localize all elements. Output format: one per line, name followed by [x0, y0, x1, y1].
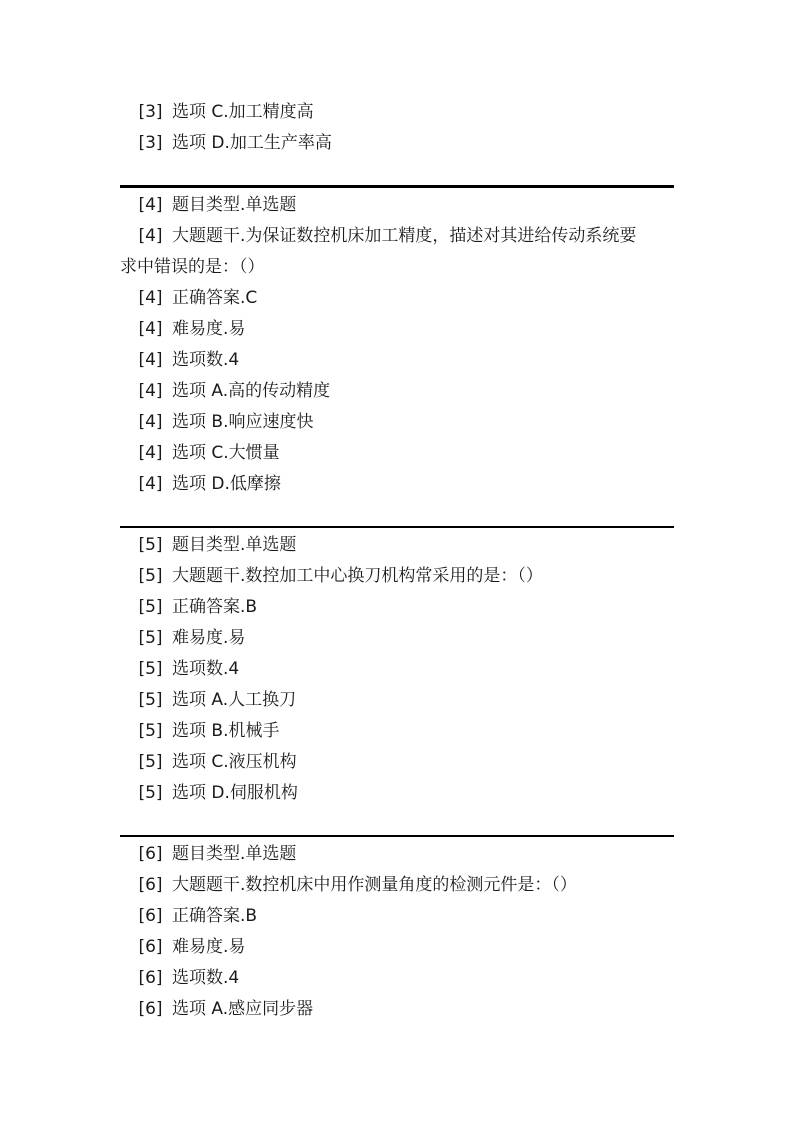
q4-option-c [120, 438, 680, 469]
type-text: 题目类型.单选题 [172, 195, 297, 215]
q4-option-count [120, 345, 680, 376]
option-text: 选项 A.高的传动精度 [172, 381, 331, 401]
question-tag: [4] [138, 288, 163, 308]
q5-option-b [120, 716, 680, 747]
stem-text: 大题题干.为保证数控机床加工精度，描述对其进给传动系统要 [172, 226, 637, 246]
option-text: 选项 B.响应速度快 [172, 412, 314, 432]
question-tag: [5] [138, 597, 163, 617]
answer-text: 正确答案.C [172, 288, 258, 308]
option-text: 选项 B.机械手 [172, 721, 280, 741]
question-tag: [4] [138, 195, 163, 215]
option-text: 选项 A.人工换刀 [172, 690, 297, 710]
count-text: 选项数.4 [172, 968, 240, 988]
stem-text: 大题题干.数控机床中用作测量角度的检测元件是：（） [172, 875, 577, 895]
q5-option-a [120, 685, 680, 716]
q4-option-d [120, 469, 680, 500]
q6-type [120, 839, 680, 870]
type-text: 题目类型.单选题 [172, 844, 297, 864]
q3-option-d [120, 128, 680, 159]
question-tag: [4] [138, 412, 163, 432]
q6-option-count [120, 963, 680, 994]
q5-type [120, 530, 680, 561]
question-tag: [6] [138, 999, 163, 1019]
q6-stem [120, 870, 680, 901]
q6-option-a [120, 994, 680, 1025]
difficulty-text: 难易度.易 [172, 319, 246, 339]
q3-option-c [120, 97, 680, 128]
q5-option-count [120, 654, 680, 685]
question-tag: [5] [138, 566, 163, 586]
question-tag: [5] [138, 783, 163, 803]
q5-option-c [120, 747, 680, 778]
question-tag: [3] [138, 102, 163, 122]
question-tag: [4] [138, 443, 163, 463]
question-tag: [5] [138, 690, 163, 710]
option-text: 选项 C.液压机构 [172, 752, 297, 772]
option-text: 选项 C.加工精度高 [172, 102, 314, 122]
type-text: 题目类型.单选题 [172, 535, 297, 555]
option-text: 选项 D.低摩擦 [172, 474, 281, 494]
q5-option-d [120, 778, 680, 809]
question-tag: [6] [138, 844, 163, 864]
q5-stem [120, 561, 680, 592]
q4-answer [120, 283, 680, 314]
q4-type [120, 190, 680, 221]
option-text: 选项 C.大惯量 [172, 443, 280, 463]
q5-difficulty [120, 623, 680, 654]
section-divider [120, 835, 674, 837]
difficulty-text: 难易度.易 [172, 937, 246, 957]
question-tag: [6] [138, 906, 163, 926]
question-tag: [5] [138, 628, 163, 648]
q5-answer [120, 592, 680, 623]
question-tag: [6] [138, 875, 163, 895]
question-tag: [6] [138, 937, 163, 957]
q6-answer [120, 901, 680, 932]
q4-difficulty [120, 314, 680, 345]
question-tag: [4] [138, 350, 163, 370]
question-tag: [4] [138, 226, 163, 246]
q4-option-b [120, 407, 680, 438]
q4-stem-continuation: 求中错误的是：（） [120, 257, 265, 277]
question-tag: [6] [138, 968, 163, 988]
question-tag: [5] [138, 535, 163, 555]
difficulty-text: 难易度.易 [172, 628, 246, 648]
option-text: 选项 D.伺服机构 [172, 783, 298, 803]
question-tag: [4] [138, 319, 163, 339]
question-tag: [5] [138, 659, 163, 679]
question-tag: [4] [138, 381, 163, 401]
question-tag: [4] [138, 474, 163, 494]
q4-option-a [120, 376, 680, 407]
q4-stem [120, 221, 680, 252]
section-divider [120, 526, 674, 528]
count-text: 选项数.4 [172, 659, 240, 679]
section-divider [120, 185, 674, 188]
count-text: 选项数.4 [172, 350, 240, 370]
answer-text: 正确答案.B [172, 597, 258, 617]
question-tag: [5] [138, 752, 163, 772]
question-tag: [5] [138, 721, 163, 741]
option-text: 选项 A.感应同步器 [172, 999, 314, 1019]
question-tag: [3] [138, 133, 163, 153]
stem-text: 大题题干.数控加工中心换刀机构常采用的是：（） [172, 566, 543, 586]
q6-difficulty [120, 932, 680, 963]
option-text: 选项 D.加工生产率高 [172, 133, 332, 153]
answer-text: 正确答案.B [172, 906, 258, 926]
